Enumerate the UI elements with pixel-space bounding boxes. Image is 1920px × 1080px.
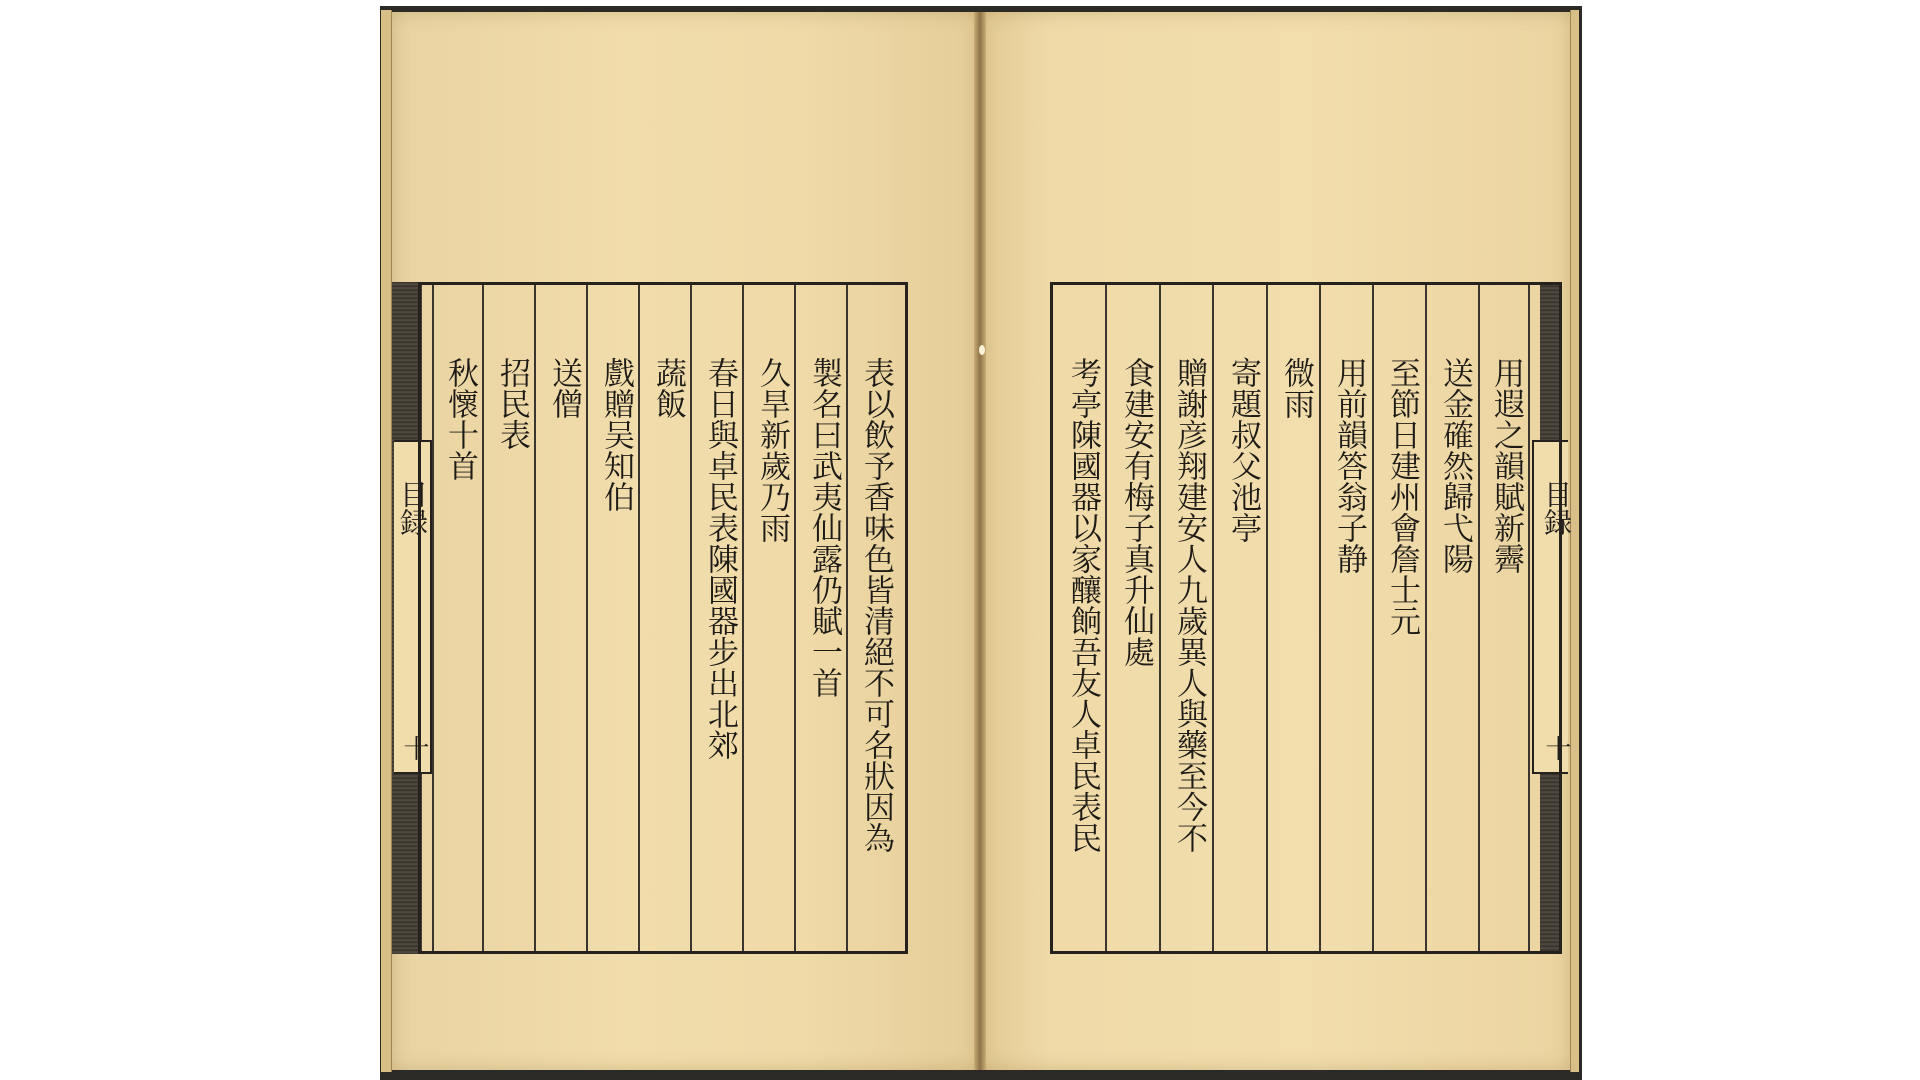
left-column-2: 製名曰武夷仙露仍賦一首: [806, 357, 842, 698]
left-column-9: 秋懷十首: [442, 357, 478, 481]
left-book-edge: [381, 10, 392, 1072]
left-column-6: 戲贈吴知伯: [598, 357, 634, 512]
right-column-3: 至節日建州會詹士元: [1384, 357, 1420, 636]
column-rule: [638, 285, 640, 951]
column-rule: [482, 285, 484, 951]
right-column-2: 送金確然歸弋陽: [1437, 357, 1473, 574]
column-rule: [846, 285, 848, 951]
left-column-5: 蔬飯: [650, 357, 686, 419]
column-rule: [1319, 285, 1321, 951]
right-column-8: 食建安有梅子真升仙處: [1118, 357, 1154, 667]
left-margin-page-number: 十: [399, 735, 429, 761]
right-column-7: 贈謝彦翔建安人九歲異人與藥至今不: [1171, 357, 1207, 853]
right-column-4: 用前韻答翁子静: [1331, 357, 1367, 574]
left-column-1: 表以飲予香味色皆清絕不可名狀因為: [858, 357, 894, 853]
left-column-4: 春日與卓民表陳國器步出北郊: [702, 357, 738, 760]
right-column-1: 用遐之韻賦新霽: [1488, 357, 1524, 574]
column-rule: [1372, 285, 1374, 951]
right-margin-page-number: 十: [1541, 735, 1571, 761]
column-rule: [1105, 285, 1107, 951]
right-book-edge: [1570, 10, 1579, 1072]
column-rule: [534, 285, 536, 951]
right-margin-title: 目録: [1540, 480, 1573, 536]
column-rule: [1528, 285, 1530, 951]
column-rule: [586, 285, 588, 951]
right-column-5: 微雨: [1278, 357, 1314, 419]
column-rule: [742, 285, 744, 951]
book-gutter: [974, 12, 986, 1070]
column-rule: [1159, 285, 1161, 951]
left-column-8: 招民表: [494, 357, 530, 450]
column-rule: [1266, 285, 1268, 951]
column-rule: [794, 285, 796, 951]
right-column-9: 考亭陳國器以家釀餉吾友人卓民表民: [1065, 357, 1101, 853]
left-column-3: 久旱新歲乃雨: [754, 357, 790, 543]
left-column-7: 送僧: [546, 357, 582, 419]
right-column-6: 寄題叔父池亭: [1225, 357, 1261, 543]
column-rule: [1425, 285, 1427, 951]
left-margin-title: 目録: [396, 480, 429, 536]
column-rule: [690, 285, 692, 951]
column-rule: [1212, 285, 1214, 951]
paper-hole: [979, 345, 985, 355]
